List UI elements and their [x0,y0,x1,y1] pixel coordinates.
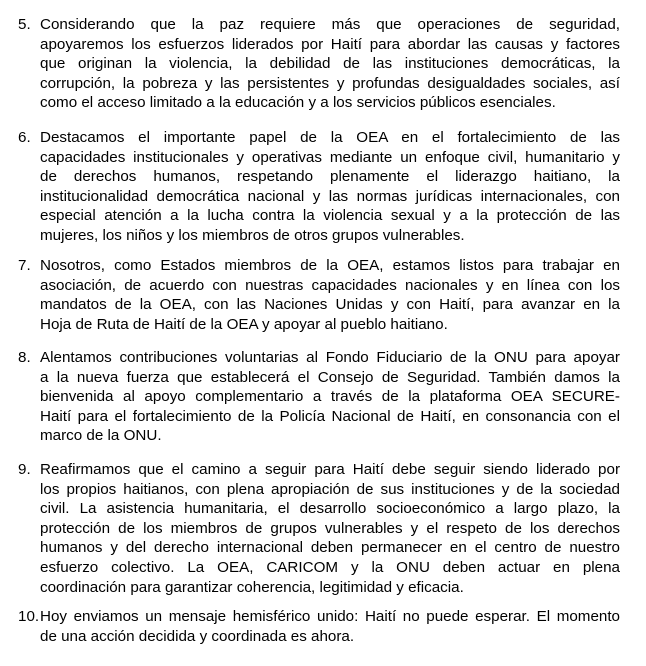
text-line: Destacamos el importante papel de la OEA en el fortalecimiento de las [40,129,620,146]
paragraph-9 [18,460,620,597]
text-line: civil. La asistencia humanitaria, el desarrollo socioeconómico a largo plazo, la [40,500,620,518]
text-line: institucionalidad democrática nacional y las normas jurídicas internacionales, con [40,187,620,205]
text-line: mandatos de la OEA, con las Naciones Unidas y con Haití, para avanzar en la [40,296,620,314]
text-line: como el acceso limitado a la educación y a los servicios públicos esenciales. [40,94,556,112]
text-line: protección de los miembros de grupos vulnerables y el respeto de los derechos [40,519,620,537]
text-line: Hoja de Ruta de Haití de la OEA y apoyar al pueblo haitiano. [40,315,448,333]
text-line: Considerando que la paz requiere más que operaciones de seguridad, [40,16,620,33]
paragraph-text [40,460,620,597]
paragraph-text [40,348,620,446]
paragraph-number: 8. [18,349,31,366]
text-line: que originan la violencia, la debilidad de las instituciones democráticas, la [40,55,620,73]
text-line: mujeres, los niños y los miembros de otros grupos vulnerables. [40,226,465,244]
text-line: esfuerzo colectivo. La OEA, CARICOM y la ONU deben actuar en plena [40,558,620,576]
text-line: apoyaremos los esfuerzos liderados por Haití para abordar las causas y factores [40,35,620,53]
paragraph-8 [18,348,620,446]
paragraph-text [40,128,620,246]
text-line: bienvenida al apoyo complementario a través de la plataforma OEA SECURE- [40,388,620,406]
text-line: de derechos humanos, respetando plenamente el liderazgo haitiano, la [40,168,620,186]
text-line: coordinación para garantizar coherencia, legitimidad y eficacia. [40,578,464,596]
text-line: asociación, de acuerdo con nuestras capacidades nacionales y en línea con los [40,276,620,294]
text-line: capacidades institucionales y operativas mediante un enfoque civil, humanitario y [40,148,620,166]
text-line: a la nueva fuerza que establecerá el Consejo de Seguridad. También damos la [40,368,620,386]
text-line: especial atención a la lucha contra la violencia sexual y a la protección de las [40,207,620,225]
text-line: Alentamos contribuciones voluntarias al Fondo Fiduciario de la ONU para apoyar [40,349,620,366]
paragraph-10 [18,607,620,646]
text-line: Reafirmamos que el camino a seguir para Haití debe seguir siendo liderado por [40,461,620,478]
paragraph-7 [18,256,620,334]
text-line: los propios haitianos, con plena apropiación de sus instituciones y de la sociedad [40,480,620,498]
paragraph-number: 7. [18,257,31,274]
paragraph-6 [18,128,620,246]
text-line: Hoy enviamos un mensaje hemisférico unido: Haití no puede esperar. El momento [40,608,620,625]
paragraph-text [40,15,620,113]
text-line: marco de la ONU. [40,427,162,445]
text-line: Haití para el fortalecimiento de la Policía Nacional de Haití, en consonancia con el [40,407,620,425]
paragraph-text [40,256,620,334]
paragraph-text [40,607,620,646]
paragraph-number: 6. [18,129,31,146]
text-line: Nosotros, como Estados miembros de la OEA, estamos listos para trabajar en [40,257,620,274]
text-line: humanos y del derecho internacional deben permanecer en el centro de nuestro [40,539,620,557]
text-line: corrupción, la pobreza y las persistentes y profundas desigualdades sociales, así [40,74,620,92]
paragraph-5 [18,15,620,113]
paragraph-number: 9. [18,461,31,478]
text-line: de una acción decidida y coordinada es ahora. [40,627,355,645]
paragraph-number: 10. [18,608,40,625]
paragraph-number: 5. [18,16,31,33]
